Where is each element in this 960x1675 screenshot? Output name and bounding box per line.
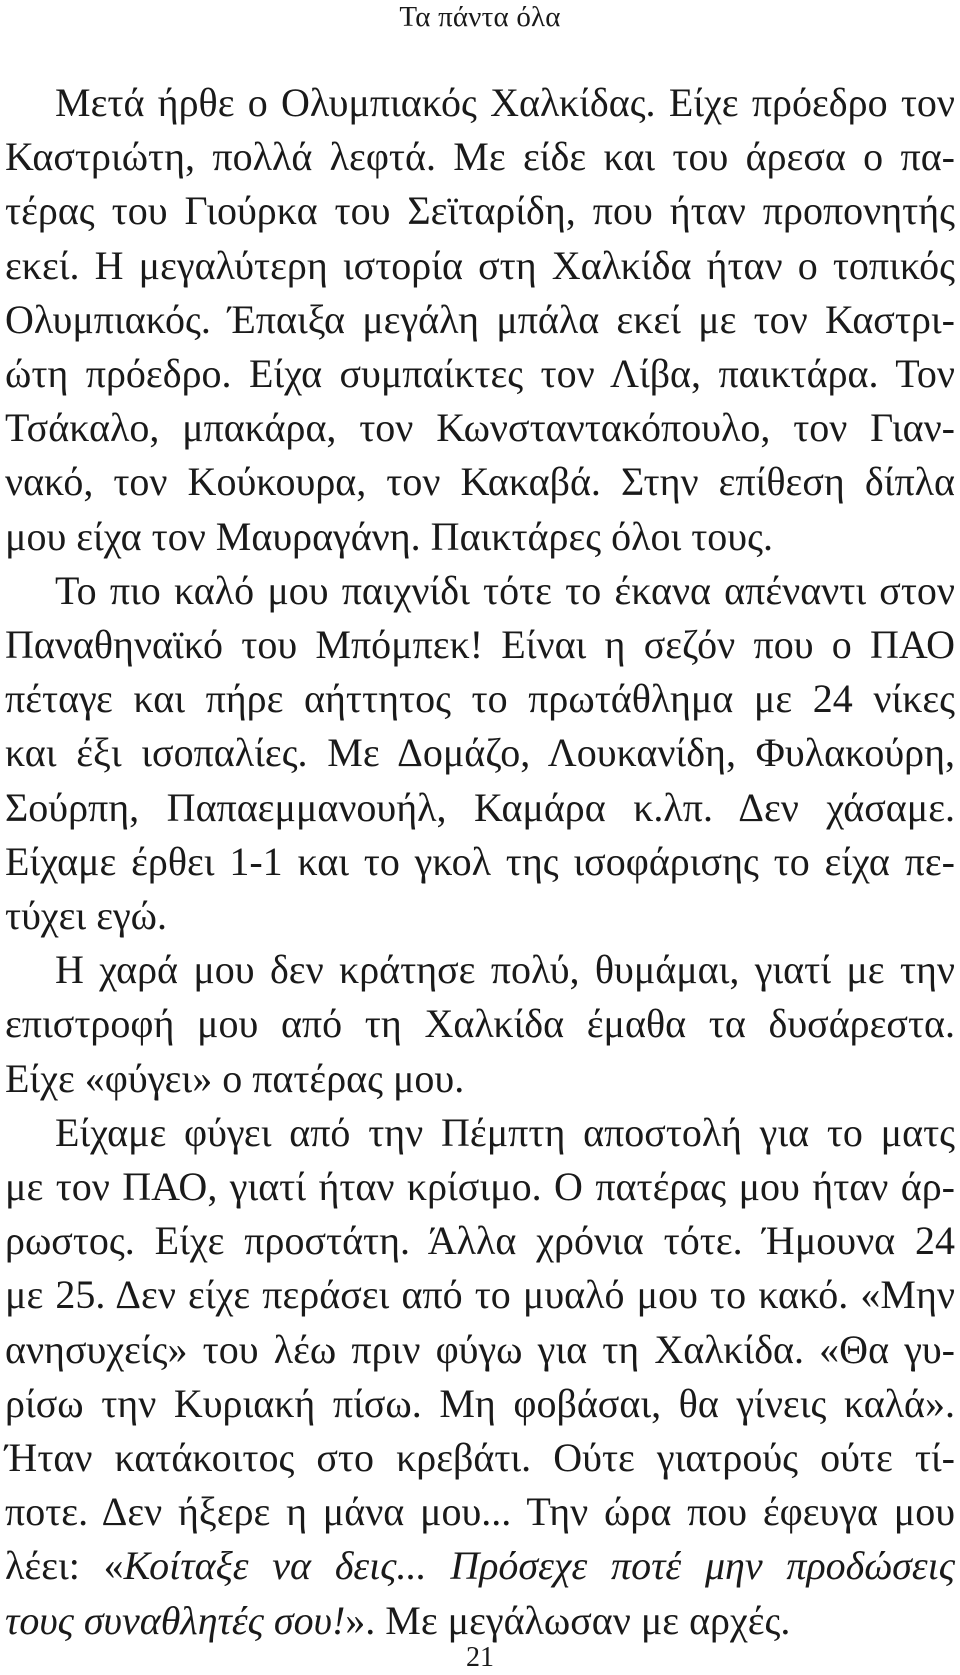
text-line: επιστροφή μου από τη Χαλκίδα έμαθα τα δυσάρεστα. — [5, 1001, 955, 1047]
text-line: Παναθηναϊκό του Μπόμπεκ! Είναι η σεζόν που ο ΠΑΟ — [5, 622, 955, 668]
paragraph-3 — [5, 943, 955, 1106]
text-line: ρίσω την Κυριακή πίσω. Μη φοβάσαι, θα γίνεις καλά». — [5, 1380, 955, 1426]
text-line: ανησυχείς» του λέω πριν φύγω για τη Χαλκίδα. «Θα γυ- — [5, 1326, 955, 1372]
text-line — [5, 1594, 955, 1648]
text-line: τέρας του Γιούρκα του Σεϊταρίδη, που ήταν προπονητής — [5, 188, 955, 234]
text-line: πέταγε και πήρε αήττητος το πρωτάθλημα με 24 νίκες — [5, 676, 955, 722]
text-line: Είχαμε φύγει από την Πέμπτη αποστολή για το ματς — [55, 1109, 955, 1155]
text-line: Σούρπη, Παπαεμμανουήλ, Καμάρα κ.λπ. Δεν χάσαμε. — [5, 784, 955, 830]
text-line: με 25. Δεν είχε περάσει από το μυαλό μου το κακό. «Μην — [5, 1272, 955, 1318]
text-line: μου είχα τον Μαυραγάνη. Παικτάρες όλοι τους. — [5, 513, 773, 559]
text-line: Το πιο καλό μου παιχνίδι τότε το έκανα απέναντι στον — [55, 567, 955, 613]
text-line: Η χαρά μου δεν κράτησε πολύ, θυμάμαι, γιατί με την — [55, 947, 955, 993]
text-line: ρωστος. Είχε προστάτη. Άλλα χρόνια τότε. Ήμουνα 24 — [5, 1218, 955, 1264]
text-line: νακό, τον Κούκουρα, τον Κακαβά. Στην επίθεση δίπλα — [5, 459, 955, 505]
body-text — [5, 76, 955, 1648]
quote-lead-in: λέει: « — [5, 1543, 124, 1589]
paragraph-1 — [5, 76, 955, 564]
text-line: ώτη πρόεδρο. Είχα συμπαίκτες τον Λίβα, παικτάρα. Τον — [5, 351, 955, 397]
text-line: Τσάκαλο, μπακάρα, τον Κωνσταντακόπουλο, τον Γιαν- — [5, 405, 955, 451]
italic-quote: Κοίταξε να δεις... Πρόσεχε ποτέ μην προδώσεις — [123, 1543, 955, 1589]
quote-close: ». Με μεγάλωσαν με αρχές. — [345, 1597, 791, 1643]
text-line: τύχει εγώ. — [5, 893, 167, 939]
text-line: Είχε «φύγει» ο πατέρας μου. — [5, 1055, 465, 1101]
text-line: εκεί. Η μεγαλύτερη ιστορία στη Χαλκίδα ήταν ο τοπικός — [5, 242, 955, 288]
text-line: Ολυμπιακός. Έπαιξα μεγάλη μπάλα εκεί με τον Καστρι- — [5, 296, 955, 342]
running-title: Τα πάντα όλα — [399, 1, 561, 33]
text-line: Ήταν κατάκοιτος στο κρεβάτι. Ούτε γιατρούς ούτε τί- — [5, 1435, 955, 1481]
paragraph-2 — [5, 564, 955, 943]
text-line: Καστριώτη, πολλά λεφτά. Με είδε και του άρεσα ο πα- — [5, 134, 955, 180]
paragraph-4 — [5, 1106, 955, 1648]
text-line: με τον ΠΑΟ, γιατί ήταν κρίσιμο. Ο πατέρας μου ήταν άρ- — [5, 1164, 955, 1210]
text-line: και έξι ισοπαλίες. Με Δομάζο, Λουκανίδη, Φυλακούρη, — [5, 730, 955, 776]
page-number: 21 — [466, 1642, 494, 1673]
italic-quote: τους συναθλητές σου! — [5, 1597, 346, 1643]
text-line: ποτε. Δεν ήξερε η μάνα μου... Την ώρα που έφευγα μου — [5, 1489, 955, 1535]
text-line: Μετά ήρθε ο Ολυμπιακός Χαλκίδας. Είχε πρόεδρο τον — [55, 80, 955, 125]
text-line: Είχαμε έρθει 1-1 και το γκολ της ισοφάρισης το είχα πε- — [5, 838, 955, 884]
text-line — [5, 1539, 955, 1593]
